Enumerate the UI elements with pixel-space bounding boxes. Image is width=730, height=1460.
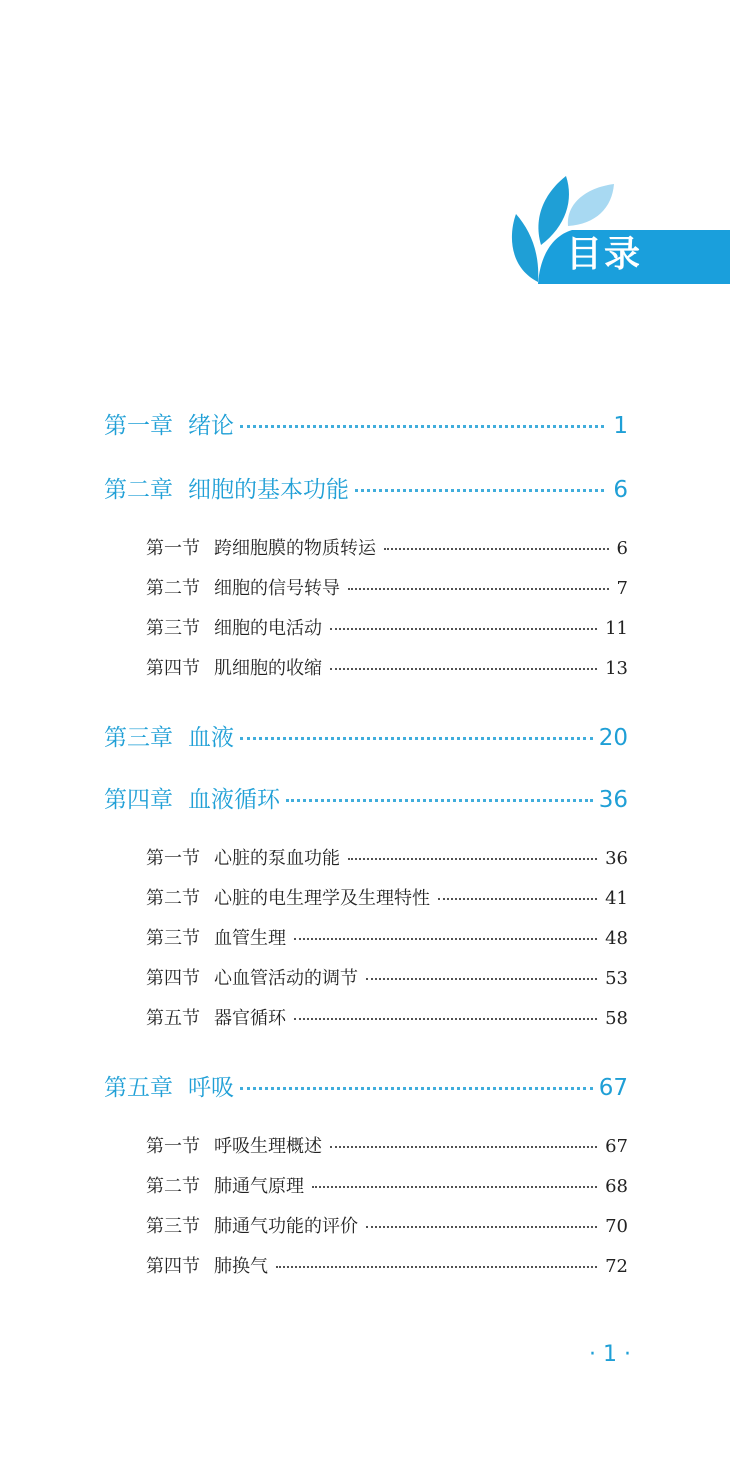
- section-title: 心脏的泵血功能: [214, 848, 340, 869]
- section-title: 肺通气原理: [214, 1176, 304, 1197]
- page-ref: 7: [616, 578, 628, 599]
- section-number: 第二节: [146, 888, 200, 909]
- section-number: 第四节: [146, 968, 200, 989]
- toc-section-entry[interactable]: [146, 886, 628, 912]
- dot-leader: [330, 668, 597, 670]
- toc-section-entry[interactable]: [146, 926, 628, 952]
- chapter-number: 第二章: [104, 477, 173, 503]
- dot-leader: [294, 938, 597, 940]
- toc-section-entry[interactable]: [146, 616, 628, 642]
- section-title: 血管生理: [214, 928, 286, 949]
- chapter-title: 细胞的基本功能: [188, 477, 349, 503]
- dot-leader: [366, 1226, 597, 1228]
- dot-leader: [438, 898, 597, 900]
- dot-leader: [330, 1146, 597, 1148]
- page-number: · 1 ·: [589, 1342, 631, 1367]
- chapter-title: 血液: [188, 725, 234, 751]
- page-ref: 67: [605, 1136, 628, 1157]
- toc-section-entry[interactable]: [146, 1174, 628, 1200]
- chapter-title: 呼吸: [188, 1075, 234, 1101]
- chapter-number: 第三章: [104, 725, 173, 751]
- toc-section-entry[interactable]: [146, 1214, 628, 1240]
- toc-chapter-entry[interactable]: [104, 722, 628, 754]
- page-ref: 72: [605, 1256, 628, 1277]
- chapter-title: 绪论: [188, 413, 234, 439]
- dot-leader: [276, 1266, 597, 1268]
- dot-leader: [348, 858, 597, 860]
- toc-chapter-entry[interactable]: [104, 474, 628, 506]
- toc-section-entry[interactable]: [146, 1006, 628, 1032]
- dot-leader: [286, 799, 593, 802]
- section-title: 器官循环: [214, 1008, 286, 1029]
- dot-leader: [348, 588, 609, 590]
- section-number: 第一节: [146, 538, 200, 559]
- section-title: 肺换气: [214, 1256, 268, 1277]
- section-title: 心血管活动的调节: [214, 968, 358, 989]
- section-title: 肺通气功能的评价: [214, 1216, 358, 1237]
- page-ref: 41: [605, 888, 628, 909]
- section-title: 跨细胞膜的物质转运: [214, 538, 376, 559]
- dot-leader: [384, 548, 609, 550]
- page-ref: 6: [613, 477, 628, 503]
- section-number: 第五节: [146, 1008, 200, 1029]
- chapter-number: 第五章: [104, 1075, 173, 1101]
- section-number: 第四节: [146, 1256, 200, 1277]
- section-number: 第三节: [146, 1216, 200, 1237]
- dot-leader: [330, 628, 597, 630]
- page-ref: 67: [598, 1075, 628, 1101]
- dot-leader: [240, 1087, 593, 1090]
- dot-leader: [355, 489, 604, 492]
- toc-chapter-entry[interactable]: [104, 410, 628, 442]
- page-ref: 36: [605, 848, 628, 869]
- section-number: 第一节: [146, 848, 200, 869]
- dot-leader: [240, 737, 593, 740]
- toc-section-entry[interactable]: [146, 536, 628, 562]
- page-ref: 6: [616, 538, 628, 559]
- section-title: 呼吸生理概述: [214, 1136, 322, 1157]
- page-ref: 11: [605, 618, 628, 639]
- page-ref: 70: [605, 1216, 628, 1237]
- section-title: 细胞的电活动: [214, 618, 322, 639]
- page-ref: 48: [605, 928, 628, 949]
- toc-chapter-entry[interactable]: [104, 784, 628, 816]
- dot-leader: [312, 1186, 597, 1188]
- toc-section-entry[interactable]: [146, 846, 628, 872]
- chapter-number: 第一章: [104, 413, 173, 439]
- section-number: 第一节: [146, 1136, 200, 1157]
- section-number: 第二节: [146, 578, 200, 599]
- toc-section-entry[interactable]: [146, 1254, 628, 1280]
- dot-leader: [240, 425, 604, 428]
- chapter-title: 血液循环: [188, 787, 280, 813]
- toc-section-entry[interactable]: [146, 1134, 628, 1160]
- toc-section-entry[interactable]: [146, 656, 628, 682]
- page-ref: 20: [598, 725, 628, 751]
- section-title: 心脏的电生理学及生理特性: [214, 888, 430, 909]
- page-ref: 53: [605, 968, 628, 989]
- page-ref: 13: [605, 658, 628, 679]
- toc-section-entry[interactable]: [146, 966, 628, 992]
- section-number: 第二节: [146, 1176, 200, 1197]
- page-ref: 36: [598, 787, 628, 813]
- dot-leader: [366, 978, 597, 980]
- section-title: 细胞的信号转导: [214, 578, 340, 599]
- toc-section-entry[interactable]: [146, 576, 628, 602]
- section-number: 第四节: [146, 658, 200, 679]
- section-title: 肌细胞的收缩: [214, 658, 322, 679]
- page-ref: 58: [605, 1008, 628, 1029]
- page-ref: 68: [605, 1176, 628, 1197]
- dot-leader: [294, 1018, 597, 1020]
- page-ref: 1: [613, 413, 628, 439]
- toc-chapter-entry[interactable]: [104, 1072, 628, 1104]
- page-title: 目录: [566, 234, 643, 275]
- section-number: 第三节: [146, 618, 200, 639]
- chapter-number: 第四章: [104, 787, 173, 813]
- section-number: 第三节: [146, 928, 200, 949]
